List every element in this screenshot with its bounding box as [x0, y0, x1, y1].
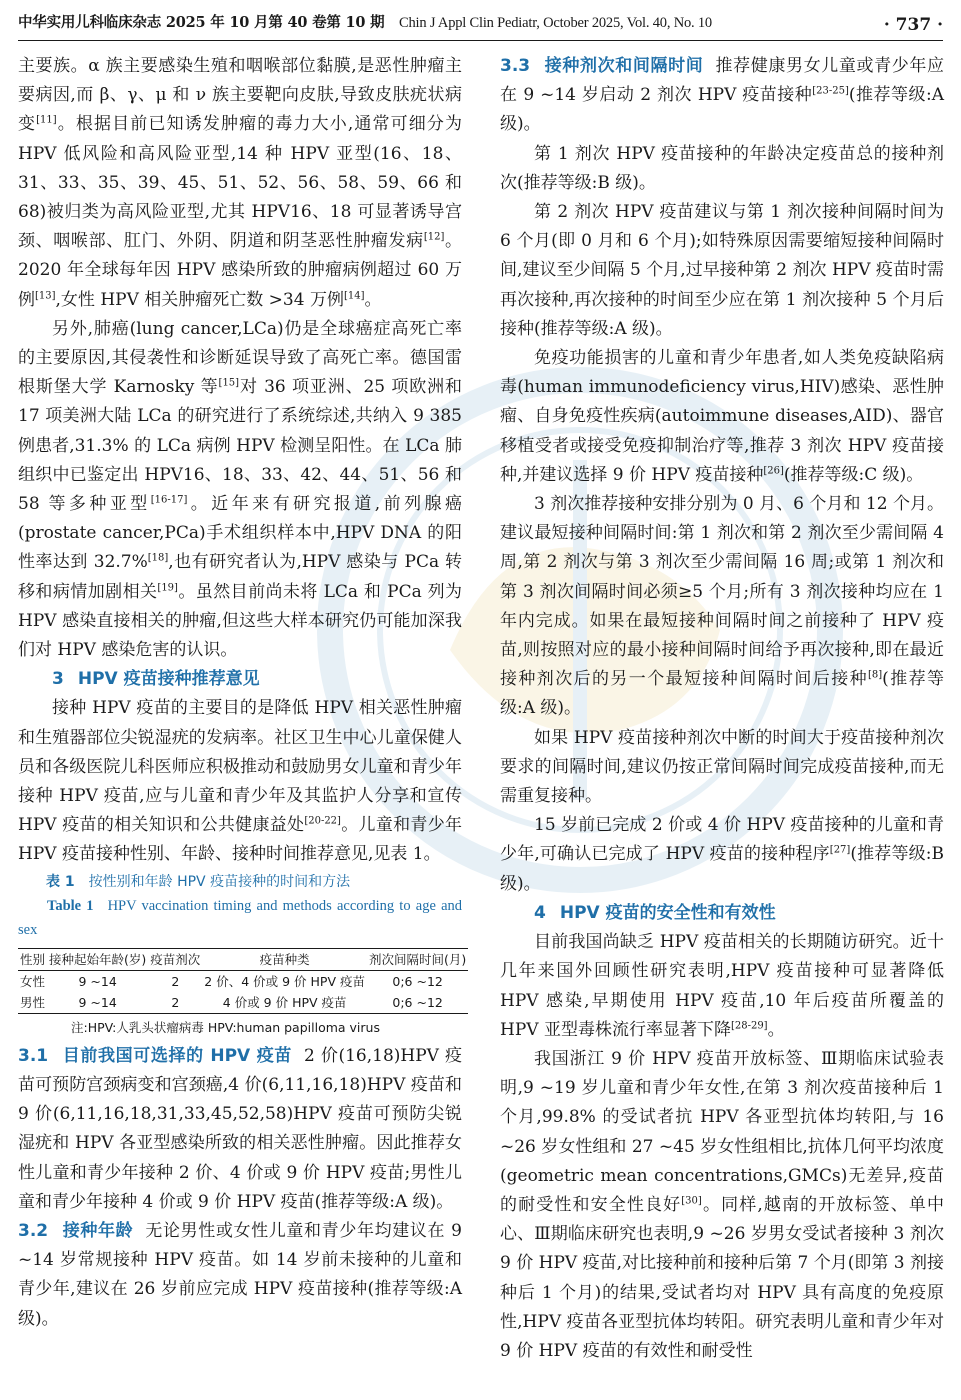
running-header	[18, 6, 943, 41]
vaccination-table	[18, 948, 468, 1014]
citation[interactable]: [14]	[343, 289, 365, 301]
table-cell: 2	[171, 994, 180, 1010]
journal-name-en: Chin J Appl Clin Pediatr, October 2025, Vol. 40, No. 10	[399, 15, 712, 31]
citation[interactable]: [27]	[829, 844, 851, 856]
subsection-heading: 3.2 接种年龄	[18, 1220, 134, 1241]
paragraph: 目前我国尚缺乏 HPV 疫苗相关的长期随访研究。近十几年来国外回顾性研究表明,HPV 疫苗接种可显著降低 HPV 感染,早期使用 HPV 疫苗,10 年后疫苗所覆盖的 HPV 亚型毒株流行率显著下降[28-29]。	[500, 932, 944, 1040]
table-cell: 2	[171, 973, 180, 989]
table-cell: 男性	[20, 994, 46, 1010]
paragraph: 另外,肺癌(lung cancer,LCa)仍是全球癌症高死亡率的主要原因,其侵袭性和诊断延误导致了高死亡率。德国雷根斯堡大学 Karnosky 等[15]对 36 项亚洲、25 项欧洲和 17 项美洲大陆 LCa 的研究进行了系统综述,共纳入 9 385 例患者,31.3% 的 LCa 病例 HPV 检测呈阳性。在 LCa 肺组织中已鉴定出 HPV16、18、33、42、44、51、56 和 58 等多种亚型[16-17]。近年来有研究报道,前列腺癌(prostate cancer,PCa)手术组织样本中,HPV DNA 的阳性率达到 32.7%[18],也有研究者认为,HPV 感染与 PCa 转移和病情加剧相关[19]。虽然目前尚未将 LCa 和 PCa 列为 HPV 感染直接相关的肿瘤,但这些大样本研究仍可能加深我们对 HPV 感染危害的认识。	[18, 318, 462, 661]
paragraph: 免疫功能损害的儿童和青少年患者,如人类免疫缺陷病毒(human immunodeficiency virus,HIV)感染、恶性肿瘤、自身免疫性疾病(autoimmune diseases,AID)、器官移植受者或接受免疫抑制治疗等,推荐 3 剂次 HPV 疫苗接种,并建议选择 9 价 HPV 疫苗接种[26](推荐等级:C 级)。	[500, 348, 944, 485]
paragraph: 3.2 接种年龄 无论男性或女性儿童和青少年均建议在 9 ~14 岁常规接种 HPV 疫苗。如 14 岁前未接种的儿童和青少年,建议在 26 岁前应完成 HPV 疫苗接种(推荐等级:A 级)。	[18, 1220, 462, 1329]
subsection-heading: 3.1 目前我国可选择的 HPV 疫苗	[18, 1045, 292, 1066]
table-row	[18, 970, 468, 992]
table-caption-cn: 表 1 按性别和年龄 HPV 疫苗接种的时间和方法	[46, 873, 351, 890]
table-header-cell: 接种起始年龄(岁)	[49, 951, 147, 967]
table-cell: 9 ~14	[78, 973, 117, 989]
citation[interactable]: [19]	[157, 582, 178, 593]
citation[interactable]: [26]	[763, 465, 784, 477]
table-caption-en: Table 1 HPV vaccination timing and methods according to age and sex	[18, 897, 463, 938]
citation[interactable]: [18]	[147, 552, 169, 564]
paragraph: 3.3 接种剂次和间隔时间 推荐健康男女儿童或青少年应在 9 ~14 岁启动 2 剂次 HPV 疫苗接种[23-25](推荐等级:A 级)。	[500, 56, 945, 135]
journal-name-cn: 中华实用儿科临床杂志 2025 年 10 月第 40 卷第 10 期	[18, 14, 385, 31]
table-header-cell: 性别	[20, 951, 46, 967]
paragraph: 主要族。α 族主要感染生殖和咽喉部位黏膜,是恶性肿瘤主要病因,而 β、γ、μ 和 ν 族主要靶向皮肤,导致皮肤疣状病变[11]。根据目前已知诱发肿瘤的毒力大小,通常可细分为 HPV 低风险和高风险亚型,14 种 HPV 亚型(16、18、31、33、35、39、45、51、52、56、58、59、66 和 68)被归类为高风险亚型,尤其 HPV16、18 可显著诱导宫颈、咽喉部、肛门、外阴、阴道和阴茎恶性肿瘤发病[12]。2020 年全球每年因 HPV 感染所致的肿瘤病例超过 60 万例[13],女性 HPV 相关肿瘤死亡数 >34 万例[14]。	[18, 56, 463, 310]
paragraph: 3.1 目前我国可选择的 HPV 疫苗 2 价(16,18)HPV 疫苗可预防宫颈病变和宫颈癌,4 价(6,11,16,18)HPV 疫苗和 9 价(6,11,16,18,31,33,45,52,58)HPV 疫苗可预防尖锐湿疣和 HPV 各亚型感染所致的相关恶性肿瘤。因此推荐女性儿童和青少年接种 2 价、4 价或 9 价 HPV 疫苗;男性儿童和青少年接种 4 价或 9 价 HPV 疫苗(推荐等级:A 级)。	[18, 1045, 462, 1212]
citation[interactable]: [13]	[35, 289, 56, 301]
journal-citation	[18, 6, 712, 40]
paragraph: 第 2 剂次 HPV 疫苗建议与第 1 剂次接种间隔时间为 6 个月(即 0 月和 6 个月);如特殊原因需要缩短接种间隔时间,建议至少间隔 5 个月,过早接种第 2 剂次 HPV 疫苗时需再次接种,再次接种的时间至少应在第 1 剂次接种 5 个月后接种(推荐等级:A 级)。	[500, 202, 944, 339]
table-header-row	[18, 948, 468, 970]
citation[interactable]: [11]	[36, 114, 57, 126]
table-note: 注:HPV:人乳头状瘤病毒 HPV:human papilloma virus	[71, 1019, 380, 1035]
citation[interactable]: [12]	[423, 231, 445, 243]
table-cell: 2 价、4 价或 9 价 HPV 疫苗	[204, 973, 365, 989]
citation[interactable]: [16-17]	[150, 494, 188, 506]
table-cell: 女性	[20, 973, 46, 989]
table-row	[18, 992, 468, 1014]
citation[interactable]: [28-29]	[730, 1020, 768, 1032]
table-header-cell: 剂次间隔时间(月)	[369, 951, 467, 967]
citation[interactable]: [8]	[868, 669, 883, 681]
section-heading: 3 HPV 疫苗接种推荐意见	[52, 669, 260, 690]
section-heading: 4 HPV 疫苗的安全性和有效性	[534, 902, 776, 923]
table-cell: 0;6 ~12	[392, 973, 443, 989]
paragraph: 我国浙江 9 价 HPV 疫苗开放标签、Ⅲ期临床试验表明,9 ~19 岁儿童和青少年女性,在第 3 剂次疫苗接种后 1 个月,99.8% 的受试者抗 HPV 各亚型抗体均转阳,与 16 ~26 岁女性组和 27 ~45 岁女性组相比,抗体几何平均浓度(geometric mean concentrations,GMCs)无差异,疫苗的耐受性和安全性良好[30]。同样,越南的开放标签、单中心、Ⅲ期临床研究也表明,9 ~26 岁男女受试者接种 3 剂次 9 价 HPV 疫苗,对比接种前和接种后第 7 个月(即第 3 剂接种后 1 个月)的结果,受试者均对 HPV 具有高度的免疫原性,HPV 疫苗各亚型抗体均转阳。研究表明儿童和青少年对 9 价 HPV 疫苗的有效性和耐受性	[500, 1048, 945, 1361]
right-column	[500, 52, 944, 1366]
table-cell: 9 ~14	[78, 994, 117, 1010]
left-column	[18, 52, 467, 1334]
paragraph: 15 岁前已完成 2 价或 4 价 HPV 疫苗接种的儿童和青少年,可确认已完成了 HPV 疫苗的接种程序[27](推荐等级:B 级)。	[500, 815, 944, 894]
page-number: · 737 ·	[883, 15, 943, 35]
paragraph: 接种 HPV 疫苗的主要目的是降低 HPV 相关恶性肿瘤和生殖器部位尖锐湿疣的发病率。社区卫生中心儿童保健人员和各级医院儿科医师应积极推动和鼓励男女儿童和青少年接种 HPV 疫苗,应与儿童和青少年及其监护人分享和宣传 HPV 疫苗的相关知识和公共健康益处[20-22]。儿童和青少年 HPV 疫苗接种性别、年龄、接种时间推荐意见,见表 1。	[18, 698, 462, 865]
paragraph: 如果 HPV 疫苗接种剂次中断的时间大于疫苗接种剂次要求的间隔时间,建议仍按正常间隔时间完成疫苗接种,而无需重复接种。	[500, 727, 944, 807]
table-header-cell: 疫苗种类	[259, 951, 310, 967]
citation[interactable]: [30]	[681, 1195, 702, 1207]
paragraph: 第 1 剂次 HPV 疫苗接种的年龄决定疫苗总的接种剂次(推荐等级:B 级)。	[500, 143, 944, 193]
table-cell: 4 价或 9 价 HPV 疫苗	[222, 994, 347, 1010]
citation[interactable]: [15]	[218, 377, 240, 389]
subsection-heading: 3.3 接种剂次和间隔时间	[500, 56, 704, 76]
table-header-cell: 疫苗剂次	[150, 951, 201, 967]
citation[interactable]: [20-22]	[304, 815, 341, 827]
table-cell: 0;6 ~12	[392, 994, 443, 1010]
paragraph: 3 剂次推荐接种安排分别为 0 月、6 个月和 12 个月。建议最短接种间隔时间:第 1 剂次和第 2 剂次至少需间隔 4 周,第 2 剂次与第 3 剂次至少需间隔 16 周;或第 1 剂次和第 3 剂次间隔时间必须≥5 个月;所有 3 剂次接种均应在 1 年内完成。如果在最短接种间隔时间之前接种了 HPV 疫苗,则按照对应的最小接种间隔时间给予再次接种,即在最近接种剂次后的另一个最短接种间隔时间后接种[8](推荐等级:A 级)。	[500, 494, 945, 719]
citation[interactable]: [23-25]	[812, 85, 849, 97]
